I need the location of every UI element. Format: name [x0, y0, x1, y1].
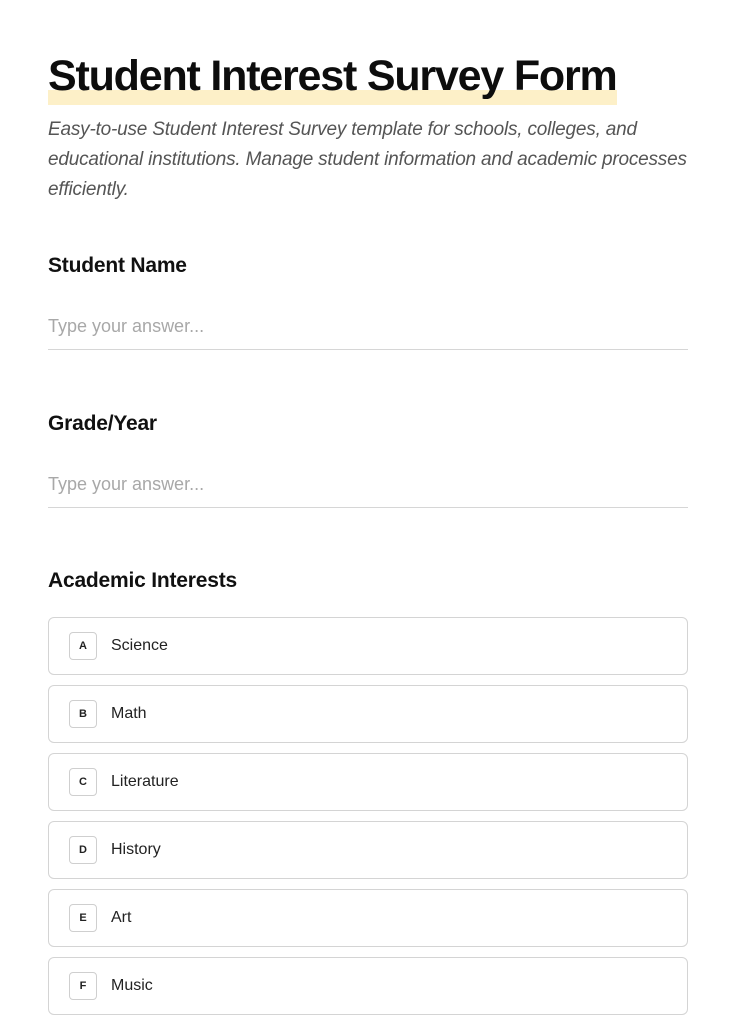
- question-student-name: [48, 252, 688, 350]
- choice-label: Literature: [111, 773, 179, 790]
- choice-option-science[interactable]: [48, 617, 688, 675]
- form-header: [48, 52, 617, 106]
- student-name-input[interactable]: [48, 316, 688, 350]
- question-label: Grade/Year: [48, 412, 157, 435]
- choice-option-literature[interactable]: [48, 753, 688, 811]
- form-title: Student Interest Survey Form: [48, 52, 617, 106]
- choice-label: Science: [111, 637, 168, 654]
- choice-key-badge: B: [69, 700, 97, 728]
- form-description: Easy-to-use Student Interest Survey template for schools, colleges, and educational institutions. Manage student information and academic processes efficiently.: [48, 119, 687, 200]
- choice-label: Art: [111, 909, 132, 926]
- question-label: Academic Interests: [48, 569, 237, 592]
- choice-label: Math: [111, 705, 147, 722]
- choice-key-badge: E: [69, 904, 97, 932]
- grade-year-input[interactable]: [48, 474, 688, 508]
- choice-option-music[interactable]: [48, 957, 688, 1015]
- choice-key-badge: C: [69, 768, 97, 796]
- choice-option-math[interactable]: [48, 685, 688, 743]
- choice-key-badge: F: [69, 972, 97, 1000]
- question-academic-interests: [48, 567, 688, 1024]
- choice-key-badge: D: [69, 836, 97, 864]
- question-label: Student Name: [48, 254, 187, 277]
- choice-list: [48, 617, 688, 1015]
- choice-option-history[interactable]: [48, 821, 688, 879]
- question-grade-year: [48, 410, 688, 508]
- choice-label: History: [111, 841, 161, 858]
- choice-option-art[interactable]: [48, 889, 688, 947]
- choice-key-badge: A: [69, 632, 97, 660]
- choice-label: Music: [111, 977, 153, 994]
